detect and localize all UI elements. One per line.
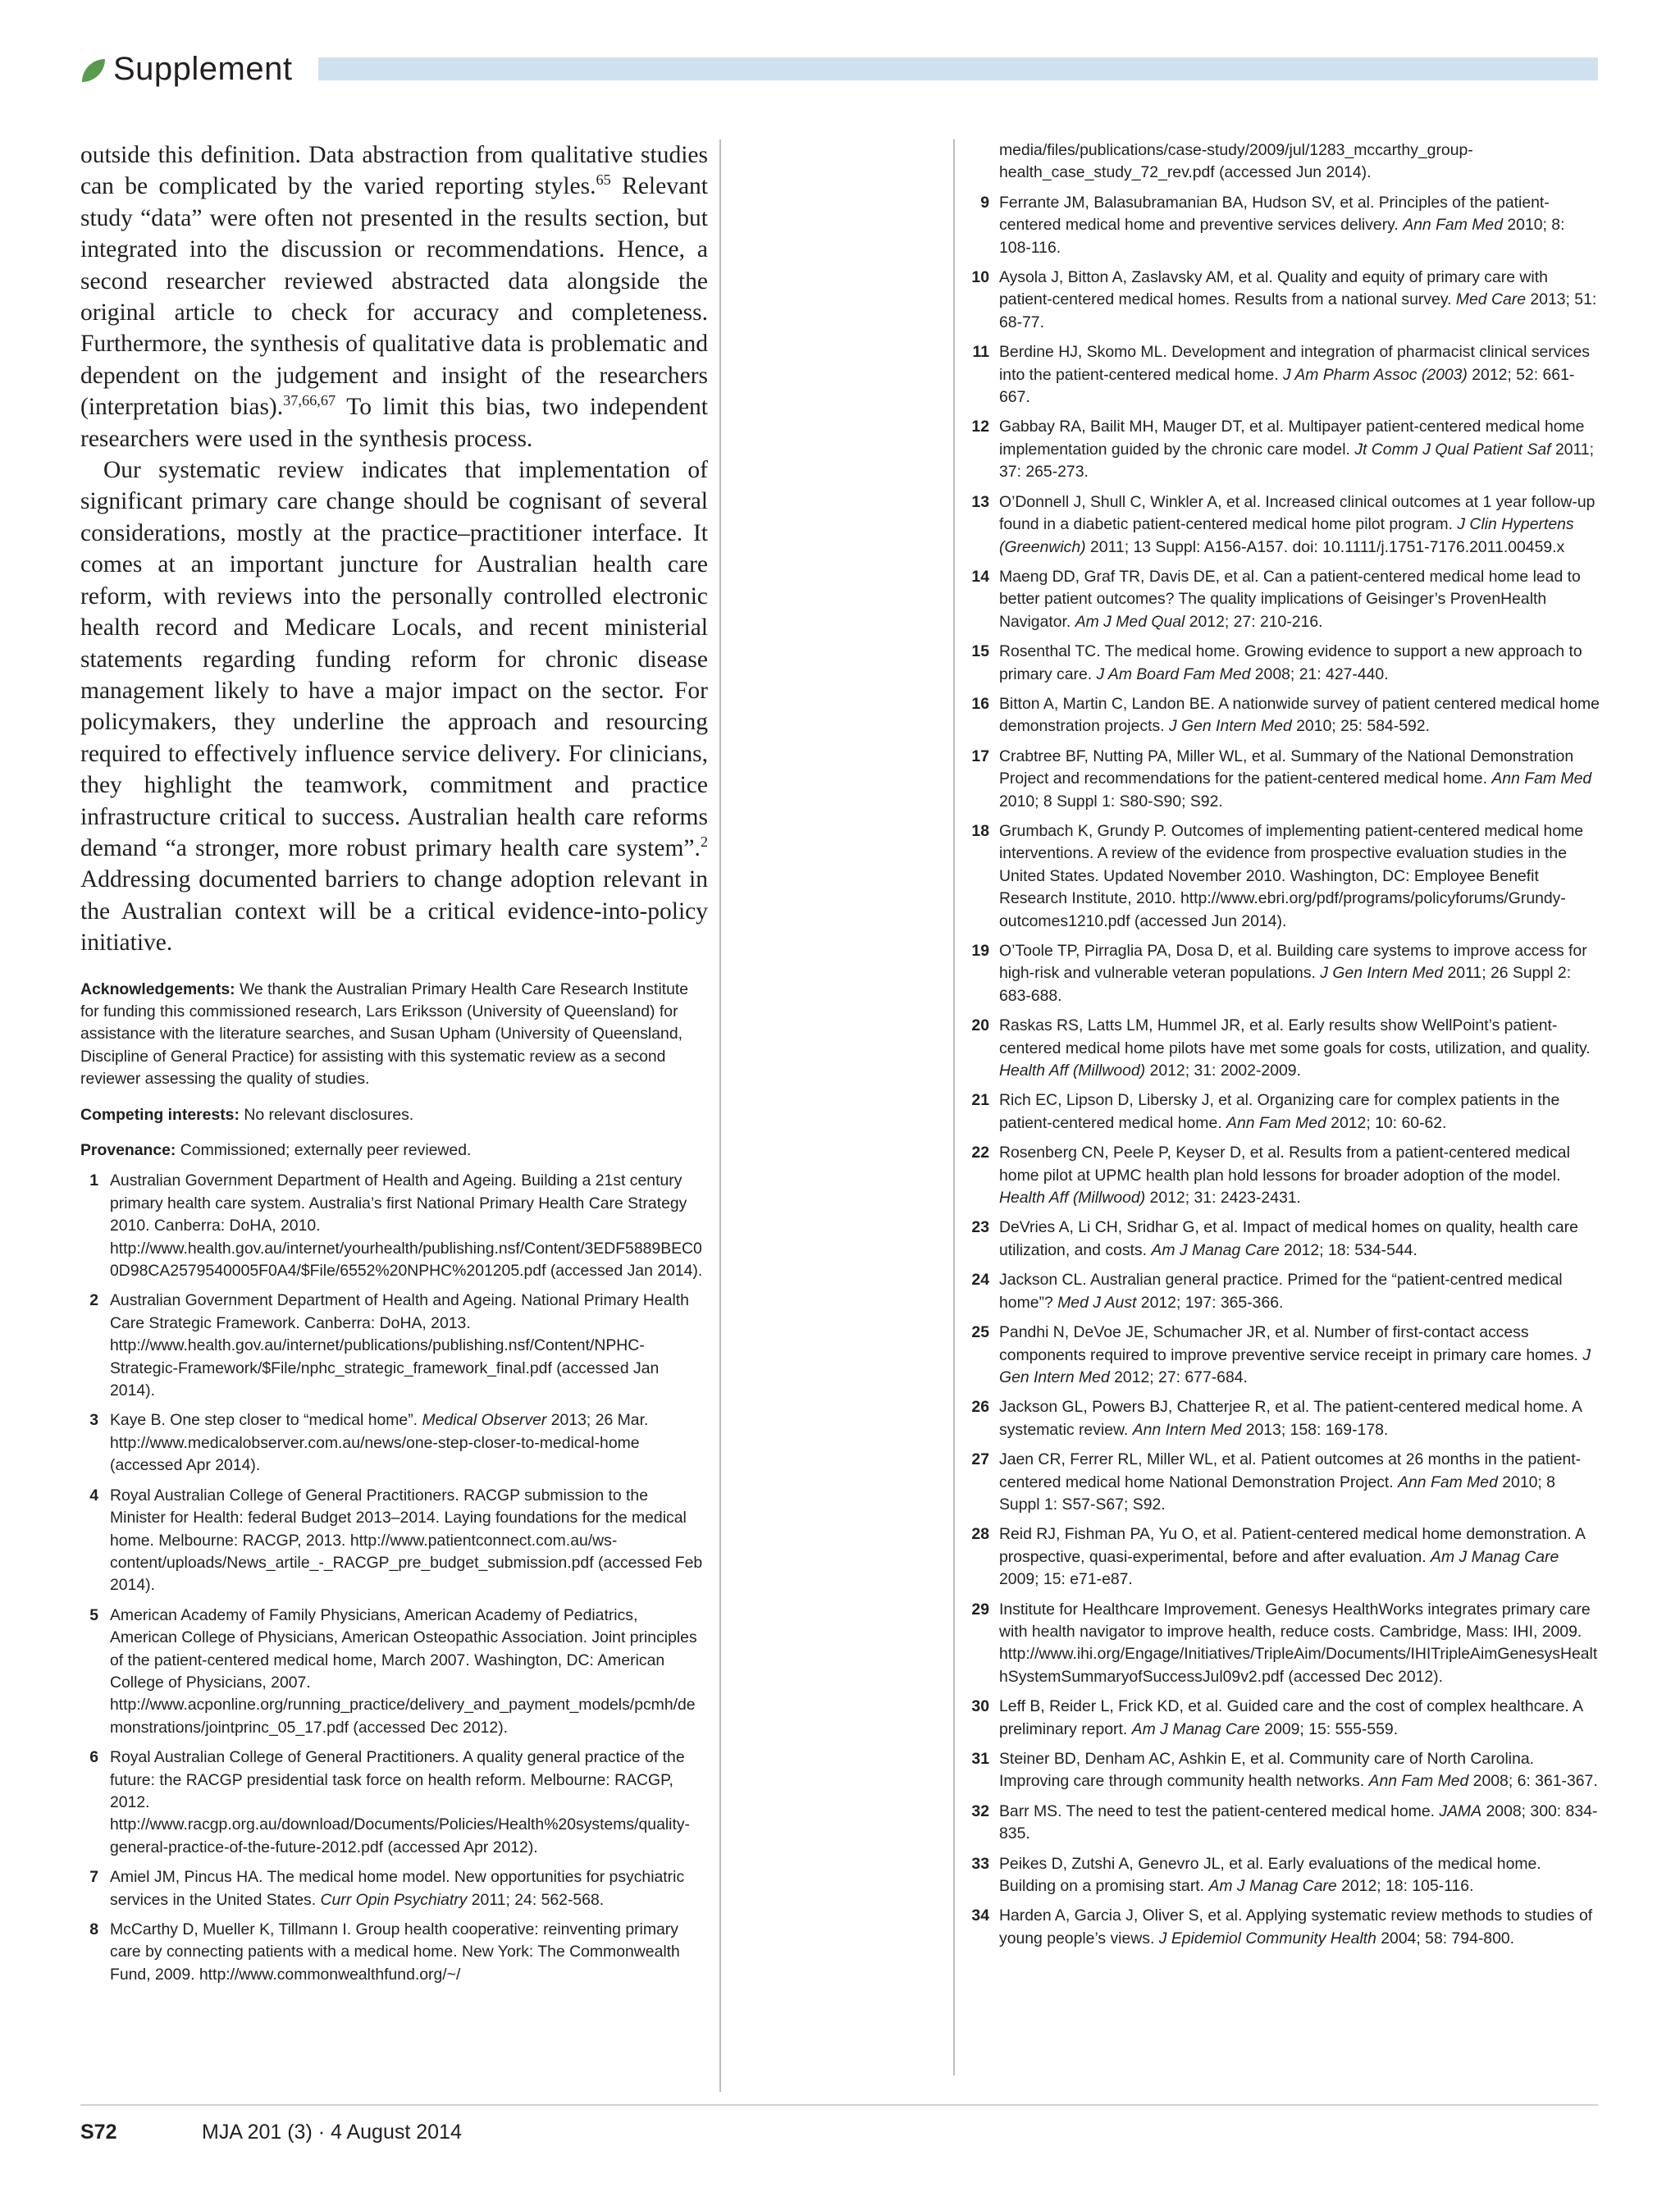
reference-text: O’Donnell J, Shull C, Winkler A, et al. Increased clinical outcomes at 1 year follow-up found in a diabetic patient-centered medical home pilot program. [999, 492, 1596, 534]
reference-item [80, 1919, 708, 1986]
reference-item [968, 1801, 1600, 1846]
reference-number: 21 [971, 1091, 989, 1110]
reference-number: 26 [971, 1398, 989, 1417]
reference-text: Ferrante JM, Balasubramanian BA, Hudson SV, et al. Principles of the patient-centered medical home and preventive services delivery. [999, 193, 1550, 235]
reference-text: Institute for Healthcare Improvement. Genesys HealthWorks integrates primary care with health navigator to improve health, reduce costs. Cambridge, Mass: IHI, 2009. http://www.ihi.org/Engage/Initiatives/TripleAim/Documents/IHITripleAimGenesysHealthSystemSummaryofSuccessJul09v2.pdf (accessed Dec 2012). [999, 1600, 1598, 1686]
reference-item [968, 940, 1600, 1007]
journal-title: Med Care [1455, 290, 1526, 309]
journal-title: J Clin Hypertens (Greenwich) [999, 515, 1574, 556]
journal-title: Ann Fam Med [1226, 1113, 1326, 1132]
right-column [968, 139, 1600, 1957]
reference-number: 27 [971, 1450, 989, 1469]
body-paragraph-2: Our systematic review indicates that implementation of significant primary care change should be cognisant of several considerations, mostly at the practice–practitioner interface. It comes at an important juncture for Australian health care reform, with reviews into the personally controlled electronic health record and Medicare Locals, and recent ministerial statements regarding funding reform for chronic disease management likely to have a major impact on the sector. For policymakers, they underline the approach and resourcing required to effectively influence service delivery. For clinicians, they highlight the teamwork, commitment and practice infrastructure critical to success. Australian health care reforms demand “a stronger, more robust primary health care system”.$^2$ Addressing documented barriers to change adoption relevant in the Australian context will be a critical evidence-into-policy initiative. [80, 457, 708, 957]
journal-title: Am J Manag Care [1208, 1877, 1337, 1896]
footer-rule [80, 2104, 1598, 2106]
reference-item [968, 641, 1600, 686]
reference-details: 2012; 197: 365-366. [1136, 1293, 1284, 1312]
journal-title: Am J Manag Care [1131, 1719, 1260, 1738]
reference-item [968, 1217, 1600, 1262]
reference-item [968, 341, 1600, 409]
column-divider-left [719, 139, 721, 2092]
reference-text: Rosenberg CN, Peele P, Keyser D, et al. Results from a patient-centered medical home pilot at UPMC health plan hold lessons for broader adoption of the model. [999, 1144, 1570, 1185]
journal-title: Health Aff (Millwood) [999, 1189, 1146, 1208]
reference-text: O’Toole TP, Pirraglia PA, Dosa D, et al. Building care systems to improve access for high-risk and vulnerable veteran populations. [999, 942, 1587, 983]
reference-number: 4 [89, 1486, 98, 1505]
page-footer [80, 2118, 462, 2146]
reference-text: Steiner BD, Denham AC, Ashkin E, et al. Community care of North Carolina. Improving care through community health networks. [999, 1750, 1535, 1791]
reference-item [968, 1269, 1600, 1314]
reference-text: Kaye B. One step closer to “medical home”. [110, 1411, 422, 1430]
reference-details: 2010; 8 Suppl 1: S80-S90; S92. [999, 792, 1223, 811]
reference-number: 28 [971, 1525, 989, 1544]
reference-details: 2010; 8: 108-116. [999, 216, 1565, 257]
reference-text: Peikes D, Zutshi A, Genevro JL, et al. Early evaluations of the medical home. Building on a promising start. [999, 1854, 1541, 1896]
journal-title: Am J Manag Care [1151, 1240, 1280, 1259]
reference-number: 14 [971, 567, 989, 586]
reference-number: 19 [971, 942, 989, 960]
reference-details: 2012; 31: 2423-2431. [1145, 1189, 1301, 1208]
journal-citation: MJA 201 (3) · 4 August 2014 [202, 2121, 462, 2144]
reference-item [80, 1866, 708, 1911]
journal-title: Am J Med Qual [1075, 612, 1185, 631]
reference-continuation: media/files/publications/case-study/2009/jul/1283_mccarthy_group-health_case_study_72_rev.pdf (accessed Jun 2014). [999, 141, 1473, 182]
reference-details: 2011; 26 Suppl 2: 683-688. [999, 964, 1572, 1005]
reference-details: 2008; 21: 427-440. [1250, 664, 1389, 683]
reference-text: Jaen CR, Ferrer RL, Miller WL, et al. Patient outcomes at 26 months in the patient-centered medical home National Demonstration Project. [999, 1450, 1582, 1491]
journal-title: Jt Comm J Qual Patient Saf [1354, 440, 1551, 459]
reference-text: Gabbay RA, Bailit MH, Mauger DT, et al. Multipayer patient-centered medical home implementation guided by the chronic care model. [999, 418, 1585, 459]
citation: 2 [700, 833, 708, 851]
reference-text: Rosenthal TC. The medical home. Growing evidence to support a new approach to primary care. [999, 642, 1582, 683]
reference-details: 2013; 51: 68-77. [999, 290, 1597, 331]
reference-item [968, 1905, 1600, 1950]
reference-text: Harden A, Garcia J, Oliver S, et al. Applying systematic review methods to studies of young people’s views. [999, 1906, 1593, 1948]
reference-number: 20 [971, 1016, 989, 1035]
section-label: Supplement [113, 51, 293, 87]
reference-text: Maeng DD, Graf TR, Davis DE, et al. Can a patient-centered medical home lead to better patient outcomes? The quality implications of Geisinger’s ProvenHealth Navigator. [999, 567, 1581, 631]
reference-item [968, 416, 1600, 483]
reference-number: 3 [89, 1411, 98, 1430]
journal-title: Medical Observer [422, 1411, 547, 1430]
reference-details: 2012; 10: 60-62. [1326, 1113, 1447, 1132]
column-divider-right [953, 139, 955, 2075]
journal-title: J Gen Intern Med [999, 1345, 1591, 1386]
page-number: S72 [80, 2121, 117, 2144]
acknowledgements: Acknowledgements: We thank the Australian Primary Health Care Research Institute for funding this commissioned research, Lars Eriksson (University of Queensland) for assistance with the literature searches, and Susan Upham (University of Queensland, Discipline of General Practice) for assisting with this systematic review as a second reviewer assessing the quality of studies. [80, 979, 689, 1089]
reference-text: Crabtree BF, Nutting PA, Miller WL, et al. Summary of the National Demonstration Project and recommendations for the patient-centered medical home. [999, 747, 1574, 788]
reference-item [968, 1449, 1600, 1516]
reference-number: 1 [89, 1171, 98, 1190]
journal-title: J Am Pharm Assoc (2003) [1283, 365, 1468, 384]
reference-text: Amiel JM, Pincus HA. The medical home model. New opportunities for psychiatric services in the United States. [110, 1868, 685, 1909]
reference-details: 2012; 18: 105-116. [1336, 1877, 1474, 1896]
reference-number: 30 [971, 1697, 989, 1716]
reference-number: 32 [971, 1801, 989, 1820]
reference-item [80, 1485, 708, 1597]
reference-number: 13 [971, 492, 989, 511]
journal-title: JAMA [1439, 1801, 1482, 1820]
reference-text: McCarthy D, Mueller K, Tillmann I. Group health cooperative: reinventing primary care by connecting patients with a medical home. New York: The Commonwealth Fund, 2009. http://www.commonwealthfund.org/~/ [110, 1920, 680, 1984]
reference-details: 2008; 300: 834-835. [999, 1801, 1598, 1843]
reference-item [968, 1696, 1600, 1741]
reference-item [968, 566, 1600, 633]
reference-item [968, 1089, 1600, 1135]
header-bar [318, 57, 1598, 80]
reference-details: 2008; 6: 361-367. [1468, 1772, 1598, 1791]
reference-number: 5 [89, 1605, 98, 1624]
left-column [80, 139, 708, 1993]
reference-details: 2012; 31: 2002-2009. [1145, 1062, 1301, 1080]
reference-number: 33 [971, 1854, 989, 1873]
reference-details: 2004; 58: 794-800. [1376, 1929, 1515, 1948]
reference-text: Jackson CL. Australian general practice. Primed for the “patient-centred medical home”? [999, 1271, 1563, 1312]
journal-title: J Gen Intern Med [1168, 717, 1292, 736]
reference-item [968, 1396, 1600, 1441]
journal-title: J Epidemiol Community Health [1158, 1929, 1376, 1948]
reference-details: 2013; 26 Mar. http://www.medicalobserver.com.au/news/one-step-closer-to-medical-home (accessed Apr 2014). [110, 1411, 649, 1475]
provenance: Provenance: Commissioned; externally peer reviewed. [80, 1141, 472, 1159]
citation: 65 [596, 171, 611, 189]
reference-details: 2012; 27: 210-216. [1185, 612, 1323, 631]
reference-number: 6 [89, 1748, 98, 1767]
reference-number: 9 [980, 193, 989, 212]
reference-item [80, 1290, 708, 1402]
reference-item [968, 1523, 1600, 1591]
reference-number: 24 [971, 1271, 989, 1290]
reference-number: 25 [971, 1323, 989, 1342]
reference-text: Bitton A, Martin C, Landon BE. A nationwide survey of patient centered medical home demonstration projects. [999, 694, 1600, 736]
competing-interests: Competing interests: No relevant disclosures. [80, 1105, 414, 1124]
reference-number: 31 [971, 1750, 989, 1768]
reference-text: Pandhi N, DeVoe JE, Schumacher JR, et al. Number of first-contact access components required to improve preventive service receipt in primary care homes. [999, 1323, 1583, 1364]
reference-number: 10 [971, 268, 989, 287]
reference-item [968, 1142, 1600, 1209]
reference-text: Grumbach K, Grundy P. Outcomes of implementing patient-centered medical home interventions. A review of the evidence from prospective evaluation studies in the United States. Updated November 2010. Washington, DC: Employee Benefit Research Institute, 2010. http://www.ebri.org/pdf/programs/policyforums/Grundy-outcomes1210.pdf (accessed Jun 2014). [999, 821, 1584, 930]
journal-title: Am J Manag Care [1431, 1547, 1559, 1566]
reference-item [968, 1015, 1600, 1082]
reference-text: Berdine HJ, Skomo ML. Development and integration of pharmacist clinical services into the patient-centered medical home. [999, 343, 1590, 384]
page-header [80, 49, 1598, 89]
reference-item [968, 267, 1600, 334]
reference-details: 2011; 24: 562-568. [467, 1890, 605, 1909]
reference-number: 2 [89, 1291, 98, 1310]
reference-number: 16 [971, 694, 989, 713]
body-paragraph-1: outside this definition. Data abstraction from qualitative studies can be complicated by the varied reporting styles.$^{65}$ Relevant study “data” were often not presented in the results section, but integrated into the discussion or recommendations. Hence, a second researcher reviewed abstracted data alongside the original article to check for accuracy and completeness. Furthermore, the synthesis of qualitative data is problematic and dependent on the judgement and insight of the researchers (interpretation bias).$^{37,66,67}$ To limit this bias, two independent researchers were used in the synthesis process. [80, 142, 709, 452]
reference-number: 22 [971, 1144, 989, 1162]
reference-list-right [968, 139, 1600, 1950]
journal-title: Curr Opin Psychiatry [320, 1890, 468, 1909]
reference-item [968, 1599, 1600, 1689]
reference-number: 34 [971, 1906, 989, 1925]
reference-text: Royal Australian College of General Practitioners. RACGP submission to the Minister for Health: federal Budget 2013–2014. Laying foundations for the medical home. Melbourne: RACGP, 2013. http://www.patientconnect.com.au/ws-content/uploads/News_artile_-_RACGP_pre_budget_submission.pdf (accessed Feb 2014). [110, 1486, 703, 1595]
reference-number: 11 [972, 343, 989, 362]
reference-text: Australian Government Department of Health and Ageing. Building a 21st century primary health care system. Australia’s first National Primary Health Care Strategy 2010. Canberra: DoHA, 2010. http://www.health.gov.au/internet/yourhealth/publishing.nsf/Content/3EDF5889BEC00D98CA2579540005F0A4/$File/6552%20NPHC%201205.pdf (accessed Jan 2014). [110, 1171, 703, 1281]
reference-text: Barr MS. The need to test the patient-centered medical home. [999, 1801, 1440, 1820]
reference-details: 2011; 37: 265-273. [999, 440, 1595, 482]
reference-details: 2012; 52: 661-667. [999, 365, 1575, 407]
reference-text: Aysola J, Bitton A, Zaslavsky AM, et al. Quality and equity of primary care with patient-centered medical homes. Results from a national survey. [999, 268, 1548, 309]
journal-title: J Am Board Fam Med [1096, 664, 1251, 683]
reference-item [968, 192, 1600, 259]
reference-text: Leff B, Reider L, Frick KD, et al. Guided care and the cost of complex healthcare. A preliminary report. [999, 1697, 1583, 1738]
reference-text: Raskas RS, Latts LM, Hummel JR, et al. Early results show WellPoint’s patient-centered medical home pilots have met some goals for costs, utilization, and quality. [999, 1016, 1591, 1057]
reference-number: 8 [89, 1920, 98, 1938]
journal-title: Health Aff (Millwood) [999, 1062, 1146, 1080]
leaf-icon [82, 59, 105, 82]
reference-details: 2011; 13 Suppl: A156-A157. doi: 10.1111/j.1751-7176.2011.00459.x [1085, 537, 1565, 556]
journal-title: Ann Fam Med [1403, 216, 1503, 235]
journal-title: Ann Fam Med [1491, 769, 1592, 788]
citation: 37,66,67 [283, 392, 336, 409]
reference-item [968, 693, 1600, 738]
reference-item [80, 1605, 708, 1739]
reference-details: 2013; 158: 169-178. [1241, 1420, 1389, 1439]
reference-details: 2009; 15: 555-559. [1259, 1719, 1399, 1738]
reference-item [968, 1322, 1600, 1389]
reference-text: Australian Government Department of Health and Ageing. National Primary Health Care Strategic Framework. Canberra: DoHA, 2013. http://www.health.gov.au/internet/publications/publishing.nsf/Content/NPHC-Strategic-Framework/$File/nphc_strategic_framework_final.pdf (accessed Jan 2014). [110, 1291, 689, 1400]
journal-title: Ann Intern Med [1132, 1420, 1242, 1439]
reference-text: Rich EC, Lipson D, Libersky J, et al. Organizing care for complex patients in the patient-centered medical home. [999, 1091, 1560, 1132]
reference-item [968, 491, 1600, 559]
journal-title: Ann Fam Med [1368, 1772, 1469, 1791]
reference-number: 15 [971, 642, 989, 661]
reference-item [968, 746, 1600, 813]
reference-number: 17 [971, 747, 989, 765]
reference-details: 2010; 8 Suppl 1: S57-S67; S92. [999, 1473, 1555, 1514]
reference-item [80, 1747, 708, 1859]
reference-details: 2012; 27: 677-684. [1109, 1368, 1248, 1386]
reference-details: 2010; 25: 584-592. [1291, 717, 1430, 736]
journal-title: Med J Aust [1057, 1293, 1137, 1312]
reference-text: Royal Australian College of General Practitioners. A quality general practice of the future: the RACGP presidential task force on health reform. Melbourne: RACGP, 2012. http://www.racgp.org.au/download/Documents/Policies/Health%20systems/quality-general-practice-of-the-future-2012.pdf (accessed Apr 2012). [110, 1748, 691, 1856]
reference-item [968, 1853, 1600, 1898]
reference-item [80, 1409, 708, 1477]
reference-text: Jackson GL, Powers BJ, Chatterjee R, et al. The patient-centered medical home. A systematic review. [999, 1398, 1582, 1439]
reference-number: 29 [971, 1600, 989, 1619]
reference-text: American Academy of Family Physicians, American Academy of Pediatrics, American College of Physicians, American Osteopathic Association. Joint principles of the patient-centered medical home, March 2007. Washington, DC: American College of Physicians, 2007. http://www.acponline.org/running_practice/delivery_and_payment_models/pcmh/demonstrations/jointprinc_05_17.pdf (accessed Dec 2012). [110, 1605, 697, 1737]
reference-item [968, 820, 1600, 933]
reference-text: DeVries A, Li CH, Sridhar G, et al. Impact of medical homes on quality, health care utilization, and costs. [999, 1218, 1578, 1259]
journal-title: Ann Fam Med [1398, 1473, 1498, 1491]
reference-number: 18 [971, 821, 989, 840]
reference-details: 2012; 18: 534-544. [1279, 1240, 1418, 1259]
journal-title: J Gen Intern Med [1320, 964, 1444, 983]
reference-details: 2009; 15: e71-e87. [999, 1570, 1133, 1589]
reference-item [80, 1170, 708, 1282]
reference-number: 7 [89, 1868, 98, 1887]
reference-text: Reid RJ, Fishman PA, Yu O, et al. Patient-centered medical home demonstration. A prospective, quasi-experimental, before and after evaluation. [999, 1525, 1585, 1566]
reference-list-left [80, 1170, 708, 1986]
reference-number: 23 [971, 1218, 989, 1237]
reference-item [968, 1748, 1600, 1793]
reference-number: 12 [971, 418, 989, 436]
